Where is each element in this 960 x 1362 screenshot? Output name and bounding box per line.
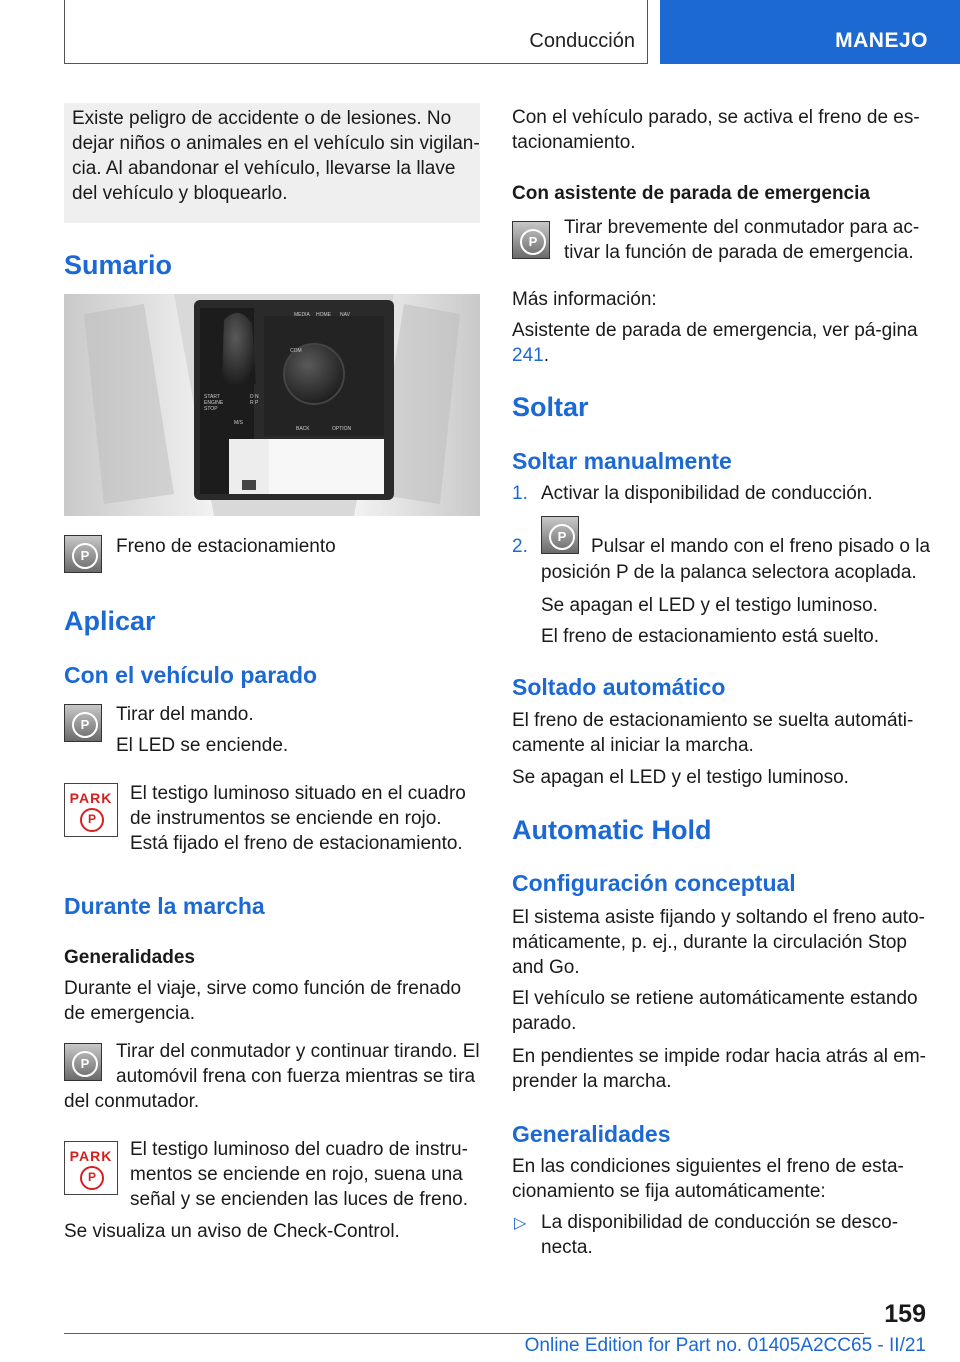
photo-label-media: MEDIA	[294, 312, 310, 318]
header-chapter-label: MANEJO	[835, 29, 928, 52]
step-2-text-cont: posición P de la palanca selectora acoplada.	[541, 562, 917, 583]
driving-general-label: Generalidades	[64, 947, 195, 968]
photo-label-m: M/S	[234, 420, 243, 426]
photo-label-option: OPTION	[332, 426, 352, 432]
parking-brake-symbol: P	[557, 529, 567, 544]
park-symbol: P	[87, 1170, 96, 1184]
step-2-led-note: Se apagan el LED y el testigo luminoso.	[541, 595, 878, 616]
step-number: 2.	[512, 536, 528, 557]
cross-reference-end: .	[543, 345, 549, 366]
check-control-text: Se visualiza un aviso de Check-Control.	[64, 1221, 400, 1242]
parking-brake-symbol: P	[528, 234, 538, 249]
manual-release-heading: Soltar manualmente	[512, 448, 732, 474]
parking-brake-symbol: P	[80, 1056, 90, 1071]
stopped-instruction: Tirar del mando.	[116, 704, 254, 725]
cross-reference	[512, 318, 926, 368]
more-info-label: Más información:	[512, 289, 657, 310]
auto-release-heading: Soltado automático	[512, 674, 726, 700]
photo-label-nav: NAV	[340, 312, 350, 318]
header-section-title: Conducción	[529, 30, 635, 52]
emergency-text: Tirar brevemente del conmutador para ac-tivar la función de parada de emergencia.	[564, 217, 920, 263]
apply-heading: Aplicar	[64, 606, 156, 636]
footer-rule	[64, 1333, 864, 1334]
pull-switch-text-end: del conmutador.	[64, 1091, 200, 1112]
header-chapter-tab[interactable]	[660, 0, 960, 64]
photo-label-home: HOME	[316, 312, 331, 318]
page-number: 159	[884, 1300, 926, 1328]
console-illustration	[64, 294, 480, 516]
step-number: 1.	[512, 483, 528, 504]
stopped-led-note: El LED se enciende.	[116, 735, 289, 756]
concept-text-3: En pendientes se impide rodar hacia atrás al em-prender la marcha.	[512, 1046, 927, 1092]
general-text: En las condiciones siguientes el freno de esta-cionamiento se fija automáticamente:	[512, 1156, 904, 1202]
warning-box	[64, 103, 480, 223]
parking-brake-icon	[541, 516, 579, 554]
console-photo	[64, 294, 480, 516]
parking-brake-symbol: P	[80, 717, 90, 732]
parking-brake-icon	[64, 535, 102, 573]
photo-label-back: BACK	[296, 426, 310, 432]
park-symbol: P	[87, 812, 96, 826]
park-warning-icon	[64, 783, 118, 837]
bullet-icon: ▷	[514, 1215, 527, 1232]
footer-edition: Online Edition for Part no. 01405A2CC65 - II/21	[524, 1335, 926, 1356]
driving-general-text: Durante el viaje, sirve como función de frenado de emergencia.	[64, 978, 462, 1024]
emergency-label: Con asistente de parada de emergencia	[512, 183, 870, 204]
release-heading: Soltar	[512, 392, 589, 422]
parking-brake-symbol: P	[80, 548, 90, 563]
stopped-lamp-text: El testigo luminoso situado en el cuadro de instrumentos se enciende en rojo. Está fijado el freno de estacionamiento.	[130, 783, 466, 854]
photo-label-start-stop: START ENGINE STOP	[204, 394, 224, 412]
cross-reference-text: Asistente de parada de emergencia, ver pá-gina	[512, 320, 918, 341]
bullet-1-text: La disponibilidad de conducción se desco-necta.	[541, 1212, 899, 1258]
overview-heading: Sumario	[64, 250, 173, 280]
photo-label-com: COM	[290, 348, 302, 354]
park-warning-icon	[64, 1141, 118, 1195]
page-link[interactable]: 241	[512, 345, 544, 366]
parking-brake-icon	[64, 1043, 102, 1081]
step-2-text: Pulsar el mando con el freno pisado o la	[591, 536, 931, 557]
step-2-released-note: El freno de estacionamiento está suelto.	[541, 626, 879, 647]
parking-brake-icon	[512, 221, 550, 259]
driving-heading: Durante la marcha	[64, 893, 265, 919]
automatic-hold-heading: Automatic Hold	[512, 815, 712, 845]
warning-text: Existe peligro de accidente o de lesiones. No dejar niños o animales en el vehículo sin vigilan-cia. Al abandonar el vehículo, llevarse la llave del vehículo y bloquearlo.	[72, 108, 480, 204]
auto-release-text: El freno de estacionamiento se suelta automáti-camente al iniciar la marcha.	[512, 710, 914, 756]
icon-caption: Freno de estacionamiento	[116, 536, 336, 557]
photo-label-gears: D N R P	[250, 394, 259, 406]
stopped-heading: Con el vehículo parado	[64, 662, 318, 688]
concept-text-2: El vehículo se retiene automáticamente estando parado.	[512, 988, 918, 1034]
concept-text-1: El sistema asiste fijando y soltando el freno auto-máticamente, p. ej., durante la circulación Stop and Go.	[512, 907, 925, 978]
park-label: PARK	[69, 1148, 113, 1164]
intro-text: Con el vehículo parado, se activa el freno de es-tacionamiento.	[512, 107, 920, 153]
park-label: PARK	[69, 790, 113, 806]
step-1-text: Activar la disponibilidad de conducción.	[541, 483, 873, 504]
concept-heading: Configuración conceptual	[512, 870, 796, 896]
auto-release-text-2: Se apagan el LED y el testigo luminoso.	[512, 767, 849, 788]
lamp-text: El testigo luminoso del cuadro de instru-mentos se enciende en rojo, suena una señal y se encienden las luces de freno.	[130, 1139, 468, 1210]
parking-brake-icon	[64, 704, 102, 742]
pull-switch-text: Tirar del conmutador y continuar tirando. El automóvil frena con fuerza mientras se tira	[116, 1041, 480, 1087]
general-heading: Generalidades	[512, 1121, 671, 1147]
